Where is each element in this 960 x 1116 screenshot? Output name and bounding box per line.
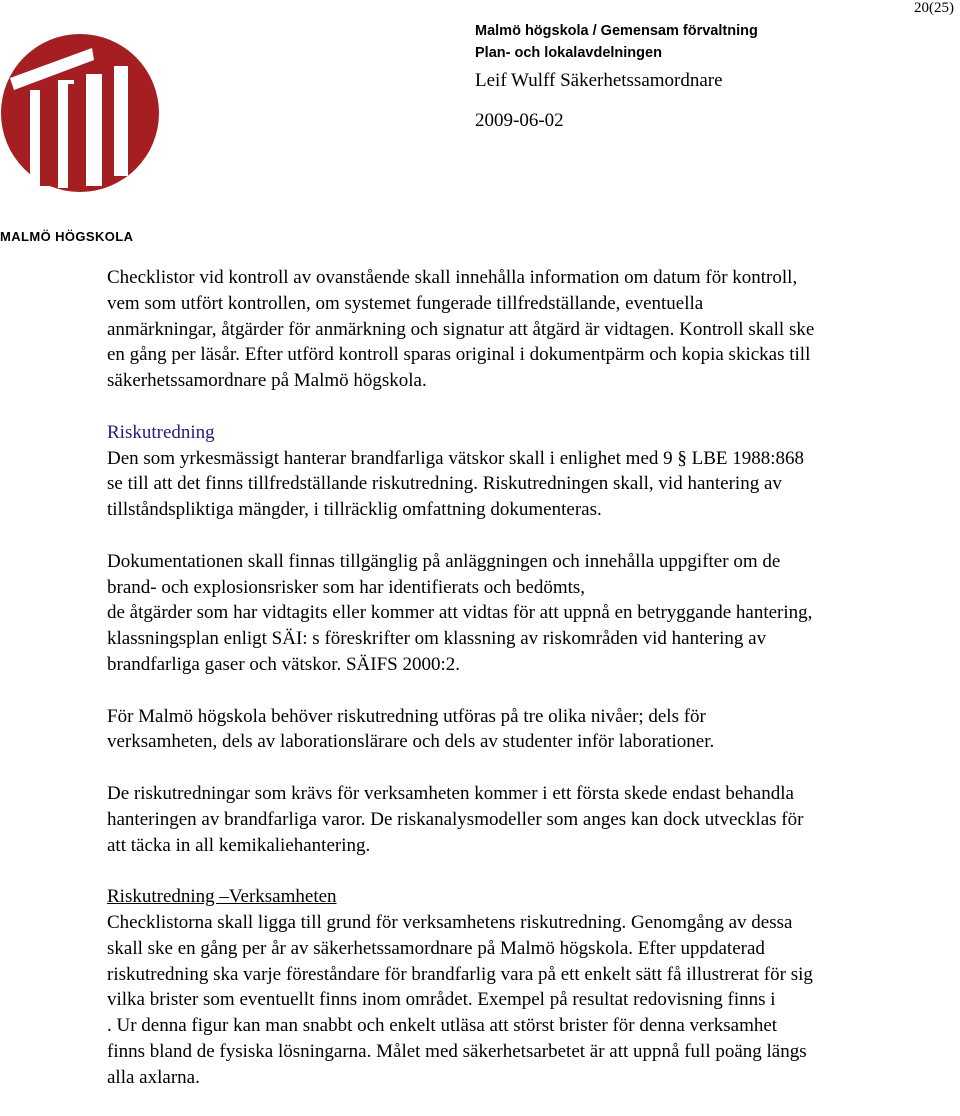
section-heading: Riskutredning <box>107 421 215 443</box>
text-line: Dokumentationen skall finnas tillgänglig på anläggningen och innehålla uppgifter om de <box>107 550 781 572</box>
document-body <box>107 265 953 1116</box>
text-line: Checklistorna skall ligga till grund för verksamhetens riskutredning. Genomgång av dessa <box>107 911 793 933</box>
header-department: Plan- och lokalavdelningen <box>475 45 662 61</box>
text-line: alla axlarna. <box>107 1066 200 1088</box>
text-line: hanteringen av brandfarliga varor. De riskanalysmodeller som anges kan dock utvecklas för <box>107 808 804 830</box>
text-line: vem som utfört kontrollen, om systemet fungerade tillfredställande, eventuella <box>107 292 704 314</box>
text-line: klassningsplan enligt SÄI: s föreskrifter om klassning av riskområden vid hantering av <box>107 628 767 650</box>
paragraph-scope <box>107 781 953 858</box>
text-line: att täcka in all kemikaliehantering. <box>107 834 371 856</box>
section-riskutredning <box>107 420 953 523</box>
paragraph-levels <box>107 704 953 756</box>
page-number: 20(25) <box>914 0 954 16</box>
section-riskutredning-verksamheten <box>107 884 953 1090</box>
document-header <box>475 20 758 133</box>
text-line: finns bland de fysiska lösningarna. Målet med säkerhetsarbetet är att uppnå full poäng längs <box>107 1040 807 1062</box>
text-line: säkerhetssamordnare på Malmö högskola. <box>107 370 427 392</box>
text-line: vilka brister som eventuellt finns inom området. Exempel på resultat redovisning finns i <box>107 989 776 1011</box>
text-line: Checklistor vid kontroll av ovanstående skall innehålla information om datum för kontroll, <box>107 267 798 288</box>
header-author: Leif Wulff Säkerhetssamordnare <box>475 70 723 91</box>
text-line: De riskutredningar som krävs för verksamheten kommer i ett första skede endast behandla <box>107 782 794 804</box>
text-line: . Ur denna figur kan man snabbt och enkelt utläsa att störst brister för denna verksamhet <box>107 1015 778 1037</box>
text-line: brandfarliga gaser och vätskor. SÄIFS 2000:2. <box>107 653 461 675</box>
logo-wordmark: MALMÖ HÖGSKOLA <box>0 229 134 244</box>
text-line: se till att det finns tillfredställande riskutredning. Riskutredningen skall, vid hantering av <box>107 473 782 495</box>
text-line: För Malmö högskola behöver riskutredning utföras på tre olika nivåer; dels för <box>107 705 706 727</box>
text-line: brand- och explosionsrisker som har identifierats och bedömts, <box>107 576 586 598</box>
text-line: skall ske en gång per år av säkerhetssamordnare på Malmö högskola. Efter uppdaterad <box>107 937 765 959</box>
text-line: tillståndspliktiga mängder, i tillräcklig omfattning dokumenteras. <box>107 499 602 521</box>
text-line: verksamheten, dels av laborationslärare och dels av studenter inför laborationer. <box>107 731 715 753</box>
header-date: 2009-06-02 <box>475 110 564 131</box>
text-line: anmärkningar, åtgärder för anmärkning och signatur att åtgärd är vidtagen. Kontroll skall ske <box>107 318 815 340</box>
text-line: Den som yrkesmässigt hanterar brandfarliga vätskor skall i enlighet med 9 § LBE 1988:868 <box>107 447 805 469</box>
logo-emblem-icon <box>0 26 166 201</box>
text-line: en gång per läsår. Efter utförd kontroll sparas original i dokumentpärm och kopia skickas till <box>107 344 811 366</box>
text-line: riskutredning ska varje föreståndare för brandfarlig vara på ett enkelt sätt få illustrerat för sig <box>107 963 813 985</box>
text-line: de åtgärder som har vidtagits eller kommer att vidtas för att uppnå en betryggande hantering, <box>107 602 813 624</box>
paragraph-checklists <box>107 265 953 394</box>
subsection-heading: Riskutredning –Verksamheten <box>107 886 337 908</box>
header-organization: Malmö högskola / Gemensam förvaltning <box>475 23 758 39</box>
malmo-hogskola-logo <box>0 26 166 244</box>
paragraph-documentation <box>107 549 953 678</box>
